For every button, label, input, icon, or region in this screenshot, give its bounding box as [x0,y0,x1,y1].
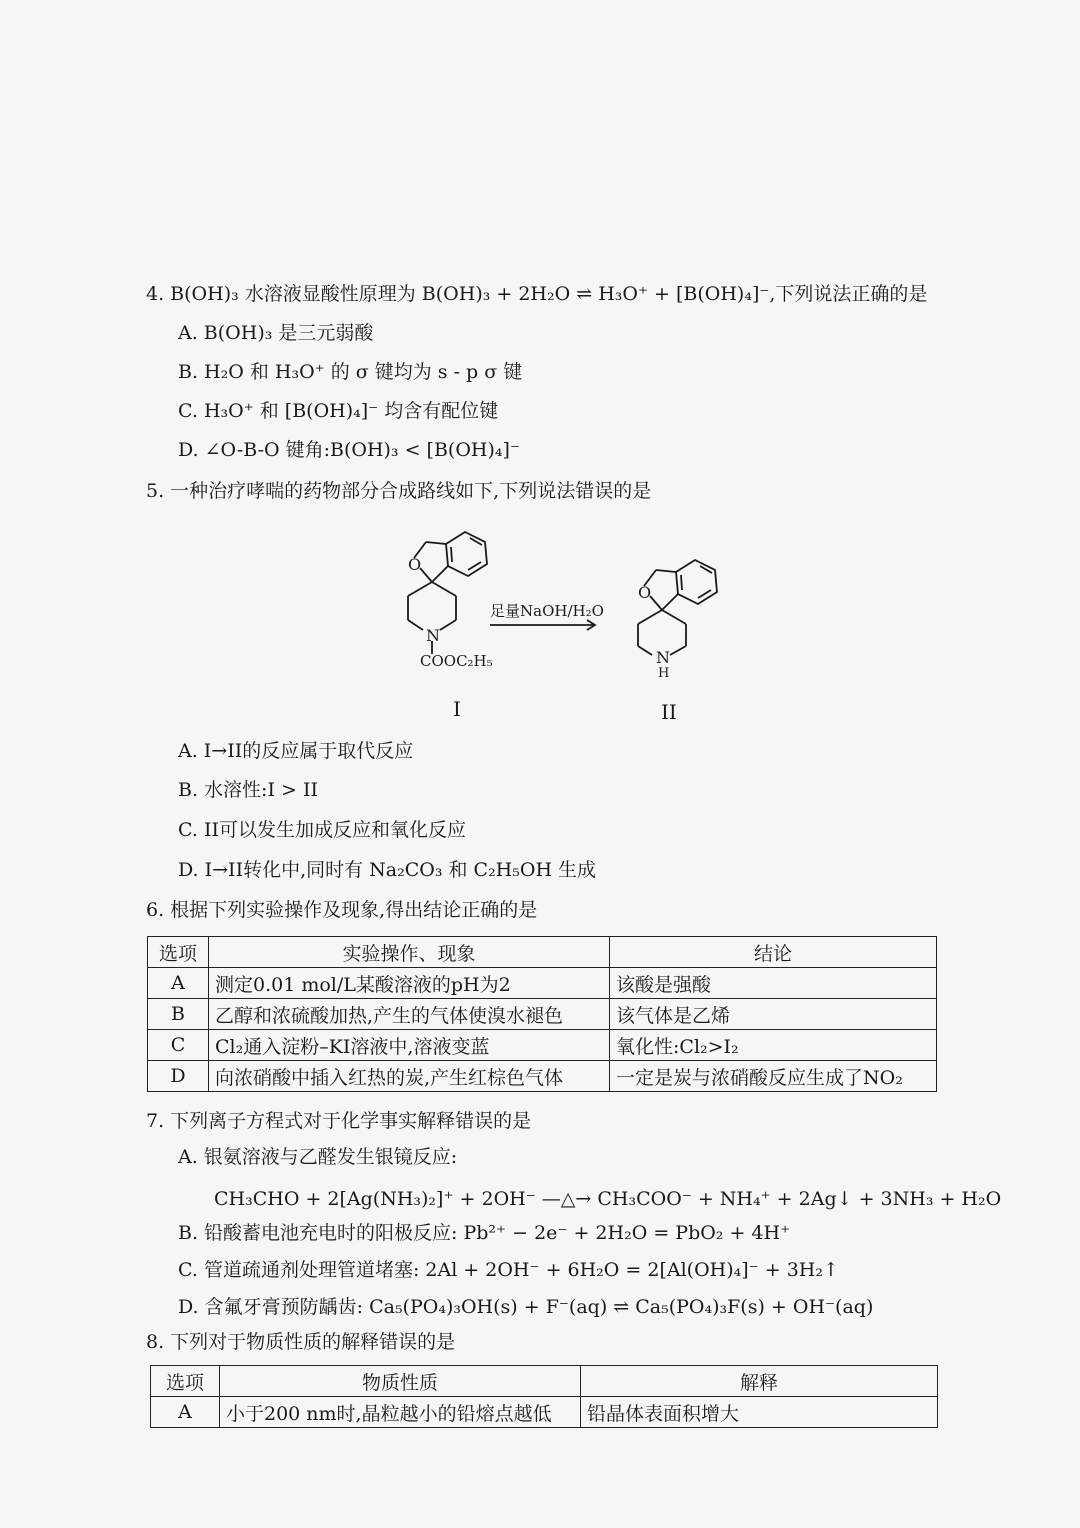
table-header-row [148,937,937,968]
table-row [148,1030,937,1061]
oxygen-atom-ii: O [638,583,652,602]
q7-option-d: D. 含氟牙膏预防龋齿: Ca₅(PO₄)₃OH(s) + F⁻(aq) ⇌ Ca₅(PO₄)₃F(s) + OH⁻(aq) [178,1296,874,1318]
q4-option-a: A. B(OH)₃ 是三元弱酸 [178,322,374,344]
table-row [148,968,937,999]
synthesis-scheme [380,520,740,730]
table-cell: 向浓硝酸中插入红热的炭,产生红棕色气体 [209,1061,610,1092]
table-header: 解释 [581,1366,938,1397]
q8-stem: 8. 下列对于物质性质的解释错误的是 [146,1331,456,1353]
table-header: 选项 [151,1366,220,1397]
q7-option-a: A. 银氨溶液与乙醛发生银镜反应: [178,1146,458,1168]
q7-equation-a: CH₃CHO + 2[Ag(NH₃)₂]⁺ + 2OH⁻ —△→ CH₃COO⁻ + NH₄⁺ + 2Ag↓ + 3NH₃ + H₂O [214,1188,1002,1210]
q4-option-d: D. ∠O-B-O 键角:B(OH)₃ < [B(OH)₄]⁻ [178,439,520,461]
compound-i-label: I [453,697,461,721]
q8-table [150,1365,938,1428]
compound-ii-label: II [661,700,677,724]
table-cell: 铅晶体表面积增大 [581,1397,938,1428]
table-header-row [151,1366,938,1397]
q7-option-c: C. 管道疏通剂处理管道堵塞: 2Al + 2OH⁻ + 6H₂O = 2[Al(OH)₄]⁻ + 3H₂↑ [178,1259,839,1281]
q5-option-a: A. I→II的反应属于取代反应 [178,740,414,762]
reagent-label: 足量NaOH/H₂O [490,602,604,620]
substituent-label: COOC₂H₅ [420,652,493,670]
q4-option-b: B. H₂O 和 H₃O⁺ 的 σ 键均为 s - p σ 键 [178,361,523,383]
nitrogen-atom-ii: N [656,648,670,667]
table-cell: 一定是炭与浓硝酸反应生成了NO₂ [610,1061,937,1092]
table-cell: 小于200 nm时,晶粒越小的铅熔点越低 [220,1397,581,1428]
oxygen-atom-i: O [408,555,422,574]
q6-stem: 6. 根据下列实验操作及现象,得出结论正确的是 [146,899,538,921]
compound-i-structure [408,532,487,654]
q7-stem: 7. 下列离子方程式对于化学事实解释错误的是 [146,1110,532,1132]
table-row [151,1397,938,1428]
table-cell: Cl₂通入淀粉–KI溶液中,溶液变蓝 [209,1030,610,1061]
table-header: 实验操作、现象 [209,937,610,968]
q7-option-b: B. 铅酸蓄电池充电时的阳极反应: Pb²⁺ − 2e⁻ + 2H₂O = PbO₂ + 4H⁺ [178,1222,791,1244]
nitrogen-atom-i: N [426,626,440,645]
table-cell: 氧化性:Cl₂>I₂ [610,1030,937,1061]
table-header: 物质性质 [220,1366,581,1397]
table-cell: B [148,999,209,1030]
q5-option-d: D. I→II转化中,同时有 Na₂CO₃ 和 C₂H₅OH 生成 [178,859,597,881]
table-cell: 该气体是乙烯 [610,999,937,1030]
compound-ii-structure [638,560,717,655]
q5-option-b: B. 水溶性:I > II [178,779,318,801]
q6-table [147,936,937,1092]
table-cell: 该酸是强酸 [610,968,937,999]
q5-stem: 5. 一种治疗哮喘的药物部分合成路线如下,下列说法错误的是 [146,480,652,502]
table-row [148,1061,937,1092]
table-header: 结论 [610,937,937,968]
table-row [148,999,937,1030]
q4-stem: 4. B(OH)₃ 水溶液显酸性原理为 B(OH)₃ + 2H₂O ⇌ H₃O⁺ + [B(OH)₄]⁻,下列说法正确的是 [146,283,928,305]
table-cell: A [151,1397,220,1428]
q4-option-c: C. H₃O⁺ 和 [B(OH)₄]⁻ 均含有配位键 [178,400,499,422]
table-cell: 测定0.01 mol/L某酸溶液的pH为2 [209,968,610,999]
q5-option-c: C. II可以发生加成反应和氧化反应 [178,819,466,841]
table-cell: D [148,1061,209,1092]
table-header: 选项 [148,937,209,968]
table-cell: A [148,968,209,999]
table-cell: C [148,1030,209,1061]
hydrogen-atom-ii: H [658,666,670,681]
table-cell: 乙醇和浓硫酸加热,产生的气体使溴水褪色 [209,999,610,1030]
